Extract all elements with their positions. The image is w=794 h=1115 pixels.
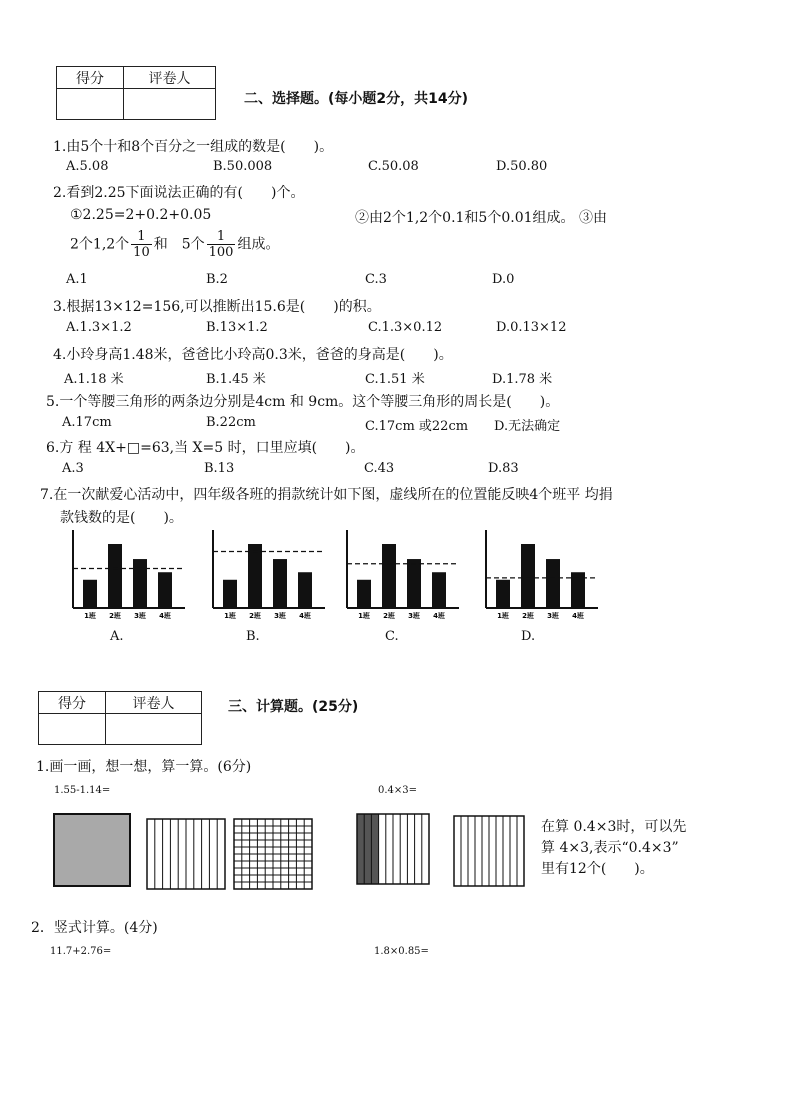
q2-statement-3 [70,229,279,260]
score-cell[interactable] [57,89,124,120]
tick-label: 4班 [159,612,171,620]
shaded-column [364,814,371,884]
q2-statement-1: ①2.25=2+0.2+0.05 [70,207,212,223]
q4-option-c[interactable]: C.1.51 米 [365,372,425,387]
question-6: 6.方 程 4X+□=63,当 X=5 时，口里应填( )。 [46,440,365,456]
chart-label-c[interactable]: C. [385,629,399,644]
fraction-numerator: 1 [207,229,236,245]
bar [521,544,535,608]
expr-subtraction: 1.55-1.14= [54,785,111,796]
note-line-2: 算 4×3,表示“0.4×3” [541,840,679,856]
q6-option-d[interactable]: D.83 [488,461,519,476]
q5-option-b[interactable]: B.22cm [206,415,256,430]
q4-option-b[interactable]: B.1.45 米 [206,372,266,387]
fraction-one-tenth [131,229,152,260]
q3-option-d[interactable]: D.0.13×12 [496,320,567,335]
tick-label: 1班 [84,612,96,620]
empty-tenths-figure [453,815,527,889]
q5-option-a[interactable]: A.17cm [62,415,112,430]
bar-chart-a [73,530,185,620]
chart-label-d[interactable]: D. [521,629,536,644]
bar [158,572,172,608]
note-line-1: 在算 0.4×3时，可以先 [541,819,687,835]
grader-label: 评卷人 [106,692,202,714]
q3-option-c[interactable]: C.1.3×0.12 [368,320,443,335]
score-label: 得分 [39,692,106,714]
q6-option-b[interactable]: B.13 [204,461,235,476]
calc-question-1: 1.画一画，想一想，算一算。(6分) [36,759,252,775]
q2-option-a[interactable]: A.1 [66,272,88,287]
bar [133,559,147,608]
q2-s3-part-b: 和 5个 [153,236,205,253]
tick-label: 2班 [109,612,121,620]
q1-option-d[interactable]: D.50.80 [496,159,548,174]
q1-option-b[interactable]: B.50.008 [213,159,273,174]
bar [382,544,396,608]
shaded-tenths-figure [356,813,432,887]
bar [248,544,262,608]
section2-title: 二、选择题。(每小题2分，共14分) [244,91,469,107]
score-label: 得分 [57,67,124,89]
bar [432,572,446,608]
question-4: 4.小玲身高1.48米，爸爸比小玲高0.3米，爸爸的身高是( )。 [53,347,453,363]
q3-option-b[interactable]: B.13×1.2 [206,320,268,335]
chart-label-b[interactable]: B. [246,629,260,644]
fraction-one-hundredth [207,229,236,260]
q5-option-c[interactable]: C.17cm 或22cm [365,419,469,434]
question-5: 5.一个等腰三角形的两条边分别是4cm 和 9cm。这个等腰三角形的周长是( )。 [46,394,560,410]
fraction-denominator: 10 [133,245,150,260]
q4-option-d[interactable]: D.1.78 米 [492,372,553,387]
calc-question-2: 2．竖式计算。(4分) [31,920,158,936]
score-cell[interactable] [39,714,106,745]
q6-option-a[interactable]: A.3 [62,461,84,476]
grader-cell[interactable] [106,714,202,745]
tick-label: 3班 [547,612,559,620]
question-3: 3.根据13×12=156,可以推断出15.6是( )的积。 [53,299,381,315]
bar [108,544,122,608]
bar [357,580,371,608]
grader-label: 评卷人 [124,67,216,89]
tick-label: 1班 [497,612,509,620]
bar [496,580,510,608]
shaded-column [357,814,364,884]
question-7: 7.在一次献爱心活动中，四年级各班的捐款统计如下图，虚线所在的位置能反映4个班平 均捐 [40,487,613,503]
fraction-denominator: 100 [208,245,234,260]
bar [546,559,560,608]
tick-label: 2班 [249,612,261,620]
q3-option-a[interactable]: A.1.3×1.2 [66,320,132,335]
bar [223,580,237,608]
bar-chart-c [347,530,459,620]
note-line-3: 里有12个( )。 [541,861,654,877]
shaded-column [371,814,378,884]
full-square-figure [53,813,131,887]
bar-chart-b [213,530,325,620]
tick-label: 2班 [383,612,395,620]
question-2: 2.看到2.25下面说法正确的有( )个。 [53,185,305,201]
bar [273,559,287,608]
grader-cell[interactable] [124,89,216,120]
q1-option-c[interactable]: C.50.08 [368,159,419,174]
q2-statement-2: ②由2个1,2个0.1和5个0.01组成。 ③由 [355,210,607,226]
score-table-section2 [56,66,216,120]
tenths-grid-figure [146,818,228,892]
tick-label: 4班 [433,612,445,620]
vertical-calc-expr-2: 1.8×0.85= [374,946,429,957]
fraction-numerator: 1 [131,229,152,245]
score-table-section3 [38,691,202,745]
q6-option-c[interactable]: C.43 [364,461,395,476]
q2-s3-part-c: 组成。 [237,236,280,253]
bar-chart-d [486,530,598,620]
section3-title: 三、计算题。(25分) [228,699,359,715]
tick-label: 4班 [299,612,311,620]
q5-option-d[interactable]: D.无法确定 [494,419,561,434]
question-1: 1.由5个十和8个百分之一组成的数是( )。 [53,139,334,155]
hundredths-grid-figure [233,818,315,892]
bar [407,559,421,608]
tick-label: 3班 [274,612,286,620]
q2-s3-part-a: 2个1,2个 [70,236,130,253]
tick-label: 3班 [408,612,420,620]
q2-option-c[interactable]: C.3 [365,272,387,287]
q2-option-d[interactable]: D.0 [492,272,515,287]
tick-label: 4班 [572,612,584,620]
tick-label: 2班 [522,612,534,620]
chart-label-a[interactable]: A. [110,629,124,644]
question-7-line2: 款钱数的是( )。 [60,510,183,526]
q4-option-a[interactable]: A.1.18 米 [64,372,124,387]
expr-multiplication: 0.4×3= [378,785,418,796]
bar [298,572,312,608]
bar [83,580,97,608]
bar-charts [0,526,794,646]
tick-label: 3班 [134,612,146,620]
q1-option-a[interactable]: A.5.08 [66,159,109,174]
q2-option-b[interactable]: B.2 [206,272,228,287]
tick-label: 1班 [224,612,236,620]
tick-label: 1班 [358,612,370,620]
vertical-calc-expr-1: 11.7+2.76= [50,946,112,957]
